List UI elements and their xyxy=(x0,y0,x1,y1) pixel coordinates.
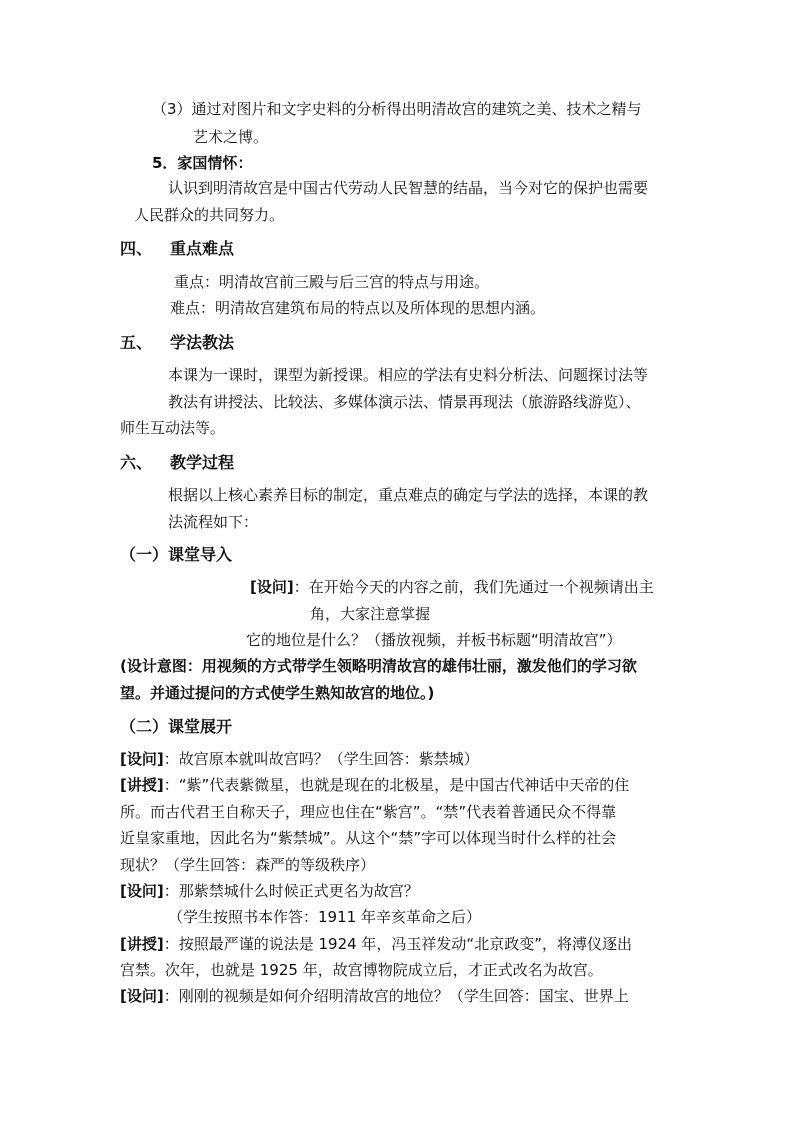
section-heading-process xyxy=(120,453,234,473)
methods-line-1: 本课为一课时，课型为新授课。相应的学法有史料分析法、问题探讨法等 xyxy=(168,366,649,384)
intro-question-line-3: 它的地位是什么？（播放视频，并板书标题“明清故宫”） xyxy=(246,631,622,649)
lecture-2-line-2: 宫禁。次年，也就是 1925 年，故宫博物院成立后，才正式改名为故宫。 xyxy=(120,961,603,979)
question-tag: [设问] xyxy=(120,987,164,1005)
intro-question-line-2: 角，大家注意掌握 xyxy=(310,605,431,623)
question-2: [设问]：那紫禁城什么时候正式更名为故宫？ xyxy=(120,882,419,900)
section-number: 五、 xyxy=(120,333,153,352)
lecture-1-line-3: 近皇家重地，因此名为“紫禁城”。从这个“禁”字可以体现当时什么样的社会 xyxy=(120,829,617,847)
section-number: 六、 xyxy=(120,453,153,472)
subsection-heading-development: （二）课堂展开 xyxy=(120,717,233,736)
lecture-tag: [讲授] xyxy=(120,935,164,953)
objective-item-3-line-2: 艺术之博。 xyxy=(193,128,269,146)
question-tag: [设问] xyxy=(120,882,164,900)
lecture-2-line-1: [讲授]：按照最严谨的说法是 1924 年，冯玉祥发动“北京政变”，将溥仪逐出 xyxy=(120,935,632,953)
difficult-point-text: 难点：明清故宫建筑布局的特点以及所体现的思想内涵。 xyxy=(170,299,546,317)
question-3: [设问]：刚刚的视频是如何介绍明清故宫的地位？（学生回答：国宝、世界上 xyxy=(120,987,629,1005)
process-line-2: 法流程如下： xyxy=(168,513,259,531)
question-1: [设问]：故宫原本就叫故宫吗？（学生回答：紫禁城） xyxy=(120,750,479,768)
lecture-1-line-4: 现状？（学生回答：森严的等级秩序） xyxy=(120,856,376,874)
design-intent-line-2: 望。并通过提问的方式使学生熟知故宫的地位。) xyxy=(120,684,435,702)
section-title: 重点难点 xyxy=(170,239,235,258)
intro-question-line-1: [设问]：在开始今天的内容之前，我们先通过一个视频请出主 xyxy=(250,578,654,596)
process-line-1: 根据以上核心素养目标的制定，重点难点的确定与学法的选择，本课的教 xyxy=(168,486,649,504)
key-point-text: 重点：明清故宫前三殿与后三宫的特点与用途。 xyxy=(174,273,490,291)
question-tag: [设问] xyxy=(120,750,164,768)
section-title: 教学过程 xyxy=(170,453,235,472)
section-heading-key-points xyxy=(120,239,234,259)
section-number: 四、 xyxy=(120,239,153,258)
objective-item-5-line-2: 人民群众的共同努力。 xyxy=(134,206,285,224)
objective-item-3-line-1: （3）通过对图片和文字史料的分析得出明清故宫的建筑之美、技术之精与 xyxy=(152,100,642,118)
question-tag: [设问] xyxy=(250,578,294,596)
methods-line-3: 师生互动法等。 xyxy=(120,419,226,437)
section-title: 学法教法 xyxy=(170,333,235,352)
objective-item-5-title: 5．家国情怀： xyxy=(152,154,253,172)
lecture-tag: [讲授] xyxy=(120,776,164,794)
question-2-answer: （学生按照书本作答：1911 年辛亥革命之后） xyxy=(168,908,481,926)
subsection-heading-intro: （一）课堂导入 xyxy=(120,545,233,564)
objective-item-5-line-1: 认识到明清故宫是中国古代劳动人民智慧的结晶，当今对它的保护也需要 xyxy=(168,179,649,197)
lecture-1-line-1: [讲授]：“紫”代表紫微星，也就是现在的北极星，是中国古代神话中天帝的住 xyxy=(120,776,630,794)
lecture-1-line-2: 所。而古代君王自称天子，理应也住在“紫宫”。“禁”代表着普通民众不得靠 xyxy=(120,803,617,821)
section-heading-methods xyxy=(120,333,234,353)
methods-line-2: 教法有讲授法、比较法、多媒体演示法、情景再现法（旅游路线游览）、 xyxy=(168,393,641,411)
design-intent-line-1: (设计意图：用视频的方式带学生领略明清故宫的雄伟壮丽，激发他们的学习欲 xyxy=(120,657,637,675)
